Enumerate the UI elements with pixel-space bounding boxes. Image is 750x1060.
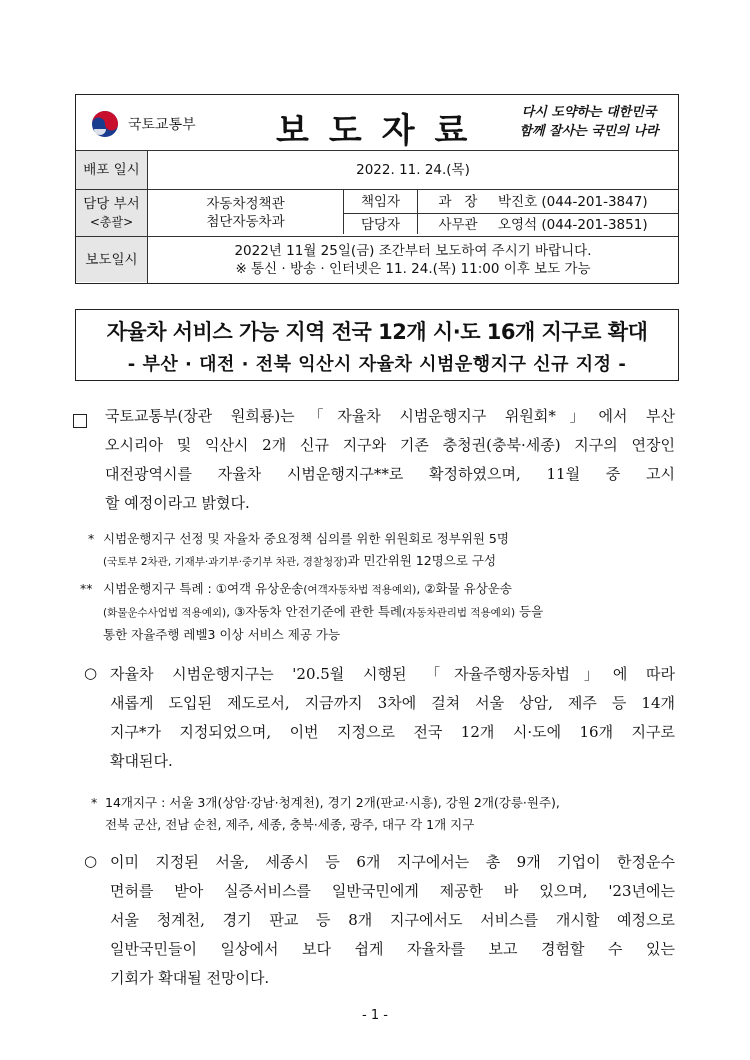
p1-line: 할 예정이라고 밝혔다. [105,494,250,512]
note-2-b: , ②화물 유상운송 [416,581,512,596]
note-2-small-1: (화물운수사업법 적용예외) [103,607,227,619]
embargo-line-2: ※ 통신 · 방송 · 인터넷은 11. 24.(목) 11:00 이후 보도 가능 [235,260,591,277]
paragraph-3 [110,848,675,993]
embargo-label: 보도일시 [76,237,147,282]
p3-line: 면허를 받아 실증서비스를 일반국민에게 제공한 바 있으며, '23년에는 [110,882,675,900]
embargo-text [148,237,678,282]
paragraph-2 [110,660,675,776]
p1-line: 오시리아 및 익산시 2개 신규 지구와 기존 충청권(충북·세종) 지구의 연장인 [105,436,675,454]
role1-title: 과 장 [438,193,478,210]
headline-sub: - 부산 · 대전 · 전북 익산시 자율차 시범운행지구 신규 지정 - [127,354,627,375]
note-2-d: 등을 [515,604,544,619]
note-3-line-1: 14개지구 : 서울 3개(상암·강남·청계천), 경기 2개(판교·시흥), 강원 2개(강릉·원주), [105,795,560,810]
note-2-line-2 [103,601,675,624]
note-2-line-1 [103,578,675,601]
section-box-icon [73,414,87,428]
release-label: 배포 일시 [76,151,147,189]
note-2-c: , ③자동차 안전기준에 관한 특례 [226,604,403,619]
dept-names [148,190,343,236]
note-3-marker: * [91,795,98,810]
note-1-line-1: 시범운행지구 선정 및 자율차 중요정책 심의를 위한 위원회로 정부위원 5명 [103,531,509,546]
p3-line: 일반국민들이 일상에서 보다 쉽게 자율차를 보고 경험할 수 있는 [110,940,675,958]
page-number: - 1 - [362,1008,388,1023]
dept-sub-label: <총괄> [89,215,134,229]
p2-line: 새롭게 도입된 제도로서, 지금까지 3차에 걸쳐 서울 상암, 제주 등 14개 [110,694,675,712]
note-2-a: 시범운행지구 특례 : ①여객 유상운송 [103,581,304,596]
p1-line: 국토교통부(장관 원희룡)는「자율차 시범운행지구 위원회*」에서 부산 [105,407,675,425]
p3-line: 기회가 확대될 전망이다. [110,969,270,987]
p2-line: 지구*가 지정되었으며, 이번 지정으로 전국 12개 시·도에 16개 지구로 [110,723,675,741]
note-2-small: (여객자동차법 적용예외) [303,584,417,596]
note-2-marker: ** [80,581,93,596]
note-3 [105,792,675,836]
note-1-small: (국토부 2차관, 기재부·과기부·중기부 차관, 경찰청장) [103,556,348,568]
press-release-header [75,94,679,284]
paragraph-1 [105,402,675,518]
dept-name-2: 첨단자동차과 [206,214,285,230]
note-2 [103,578,675,646]
embargo-line-1: 2022년 11월 25일(금) 조간부터 보도하여 주시기 바랍니다. [234,242,592,259]
page-title: 보도자료 [276,111,488,151]
headline-box [75,309,679,381]
dept-label: 담당 부서 [83,196,140,212]
p1-line: 대전광역시를 자율차 시범운행지구**로 확정하였으며, 11월 중 고시 [105,465,675,483]
note-1-rest: 과 민간위원 12명으로 구성 [347,553,497,568]
note-3-line-2: 전북 군산, 전남 순천, 제주, 세종, 충북·세종, 광주, 대구 각 1개 지구 [105,817,475,832]
note-1-marker: * [88,531,95,546]
headline-main: 자율차 서비스 가능 지역 전국 12개 시·도 16개 지구로 확대 [106,320,648,344]
p3-line: 이미 지정된 서울, 세종시 등 6개 지구에서는 총 9개 기업이 한정운수 [110,853,675,871]
bullet-icon: ○ [84,852,98,870]
p3-line: 서울 청계천, 경기 판교 등 8개 지구에서도 서비스를 개시할 예정으로 [110,911,675,929]
note-1 [103,528,675,573]
dept-label-cell [76,190,147,236]
note-1-line-2 [103,550,675,573]
taegeuk-emblem-icon [90,109,120,139]
role2-title: 사무관 [438,217,478,233]
slogan-line-1: 다시 도약하는 대한민국 [521,105,657,120]
p2-line: 확대된다. [110,752,173,770]
role1-contact: 박진호 (044-201-3847) [498,193,648,210]
dept-name-1: 자동차정책관 [206,196,285,212]
slogan-line-2: 함께 잘사는 국민의 나라 [519,124,659,139]
role1-label: 책임자 [360,193,401,210]
ministry-logo [90,109,196,139]
note-2-line-3: 통한 자율주행 레벨3 이상 서비스 제공 가능 [103,627,341,642]
note-2-small-2: (자동차관리법 적용예외) [402,607,516,619]
p2-line: 자율차 시범운행지구는 '20.5월 시행된 「자율주행자동차법」에 따라 [110,665,675,683]
logo-text: 국토교통부 [128,116,196,132]
role2-label: 담당자 [360,217,401,233]
role2-contact: 오영석 (044-201-3851) [498,217,648,233]
slogan [504,103,674,141]
release-date: 2022. 11. 24.(목) [356,162,470,178]
bullet-icon: ○ [84,664,98,682]
